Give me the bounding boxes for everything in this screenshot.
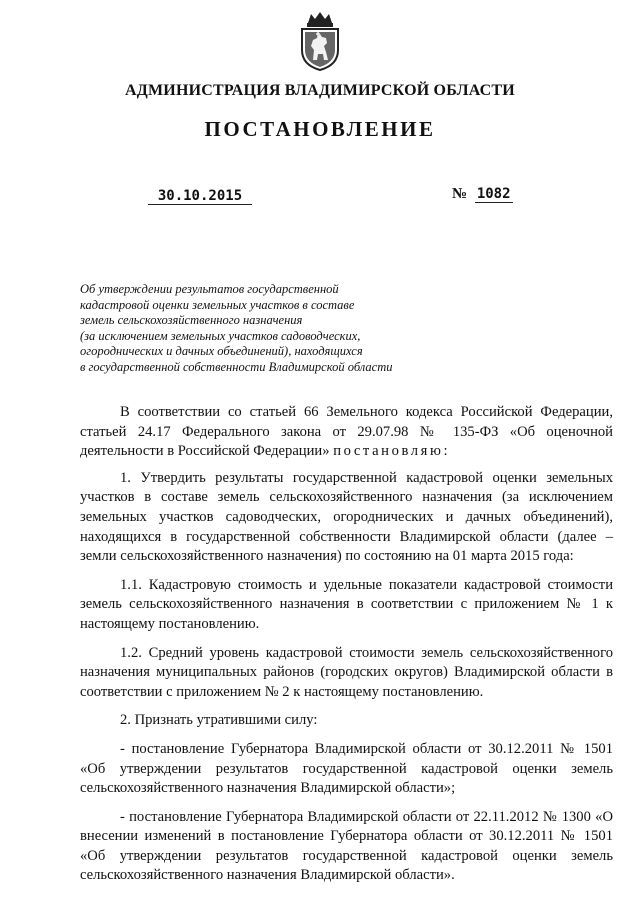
- subject-line: в государственной собственности Владимирской области: [80, 359, 393, 374]
- number-label: №: [452, 186, 468, 202]
- number-value: 1082: [476, 186, 511, 202]
- document-subject: [80, 282, 420, 375]
- subject-line: Об утверждении результатов государственной: [80, 282, 339, 296]
- clause-2-item-a: - постановление Губернатора Владимирской области от 30.12.2011 № 1501 «Об утверждении результатов государственной кадастровой оценки земель сельскохозяйственного назначения Владимирской области»;: [80, 740, 613, 797]
- coat-of-arms-icon: [296, 10, 344, 72]
- document-date: 30.10.2015: [148, 188, 252, 205]
- organization-title: АДМИНИСТРАЦИЯ ВЛАДИМИРСКОЙ ОБЛАСТИ: [125, 82, 515, 99]
- preamble-text: В соответствии со статьей 66 Земельного кодекса Российской Федерации, статьей 24.17 Федерального закона от 29.07.98 № 135-ФЗ «Об оценочной деятельности в Российской Федерации»: [80, 404, 613, 460]
- clause-2-item-b: - постановление Губернатора Владимирской области от 22.11.2012 № 1300 «О внесении изменений в постановление Губернатора области от 30.12.2011 № 1501 «Об утверждении результатов государственной кадастровой оценки земель сельскохозяйственного назначения Владимирской области».: [80, 808, 613, 884]
- preamble-paragraph: [80, 403, 613, 462]
- decree-word: постановляю:: [333, 443, 451, 460]
- subject-line: кадастровой оценки земельных участков в составе: [80, 297, 355, 312]
- clause-1: 1. Утвердить результаты государственной кадастровой оценки земельных участков в составе земель сельскохозяйственного назначения (за исключением земельных участков садоводческих, огороднических и дачных объединений), находящихся в государственной собственности Владимирской области (далее – земли сельскохозяйственного назначения) по состоянию на 01 марта 2015 года:: [80, 469, 613, 565]
- subject-line: огороднических и дачных объединений), находящихся: [80, 344, 363, 358]
- document-number: [452, 186, 513, 203]
- document-type-title: ПОСТАНОВЛЕНИЕ: [204, 117, 436, 141]
- clause-1-1: 1.1. Кадастровую стоимость и удельные показатели кадастровой стоимости земель сельскохозяйственного назначения в соответствии с приложением № 1 к настоящему постановлению.: [80, 576, 613, 632]
- clause-2: 2. Признать утратившими силу:: [120, 712, 318, 729]
- clause-1-2: 1.2. Средний уровень кадастровой стоимости земель сельскохозяйственного назначения муниципальных районов (городских округов) Владимирской области в соответствии с приложением № 2 к настоящему постановлению.: [80, 644, 613, 700]
- document-body: [80, 403, 613, 893]
- subject-line: (за исключением земельных участков садоводческих,: [80, 328, 361, 343]
- subject-line: земель сельскохозяйственного назначения: [80, 313, 303, 327]
